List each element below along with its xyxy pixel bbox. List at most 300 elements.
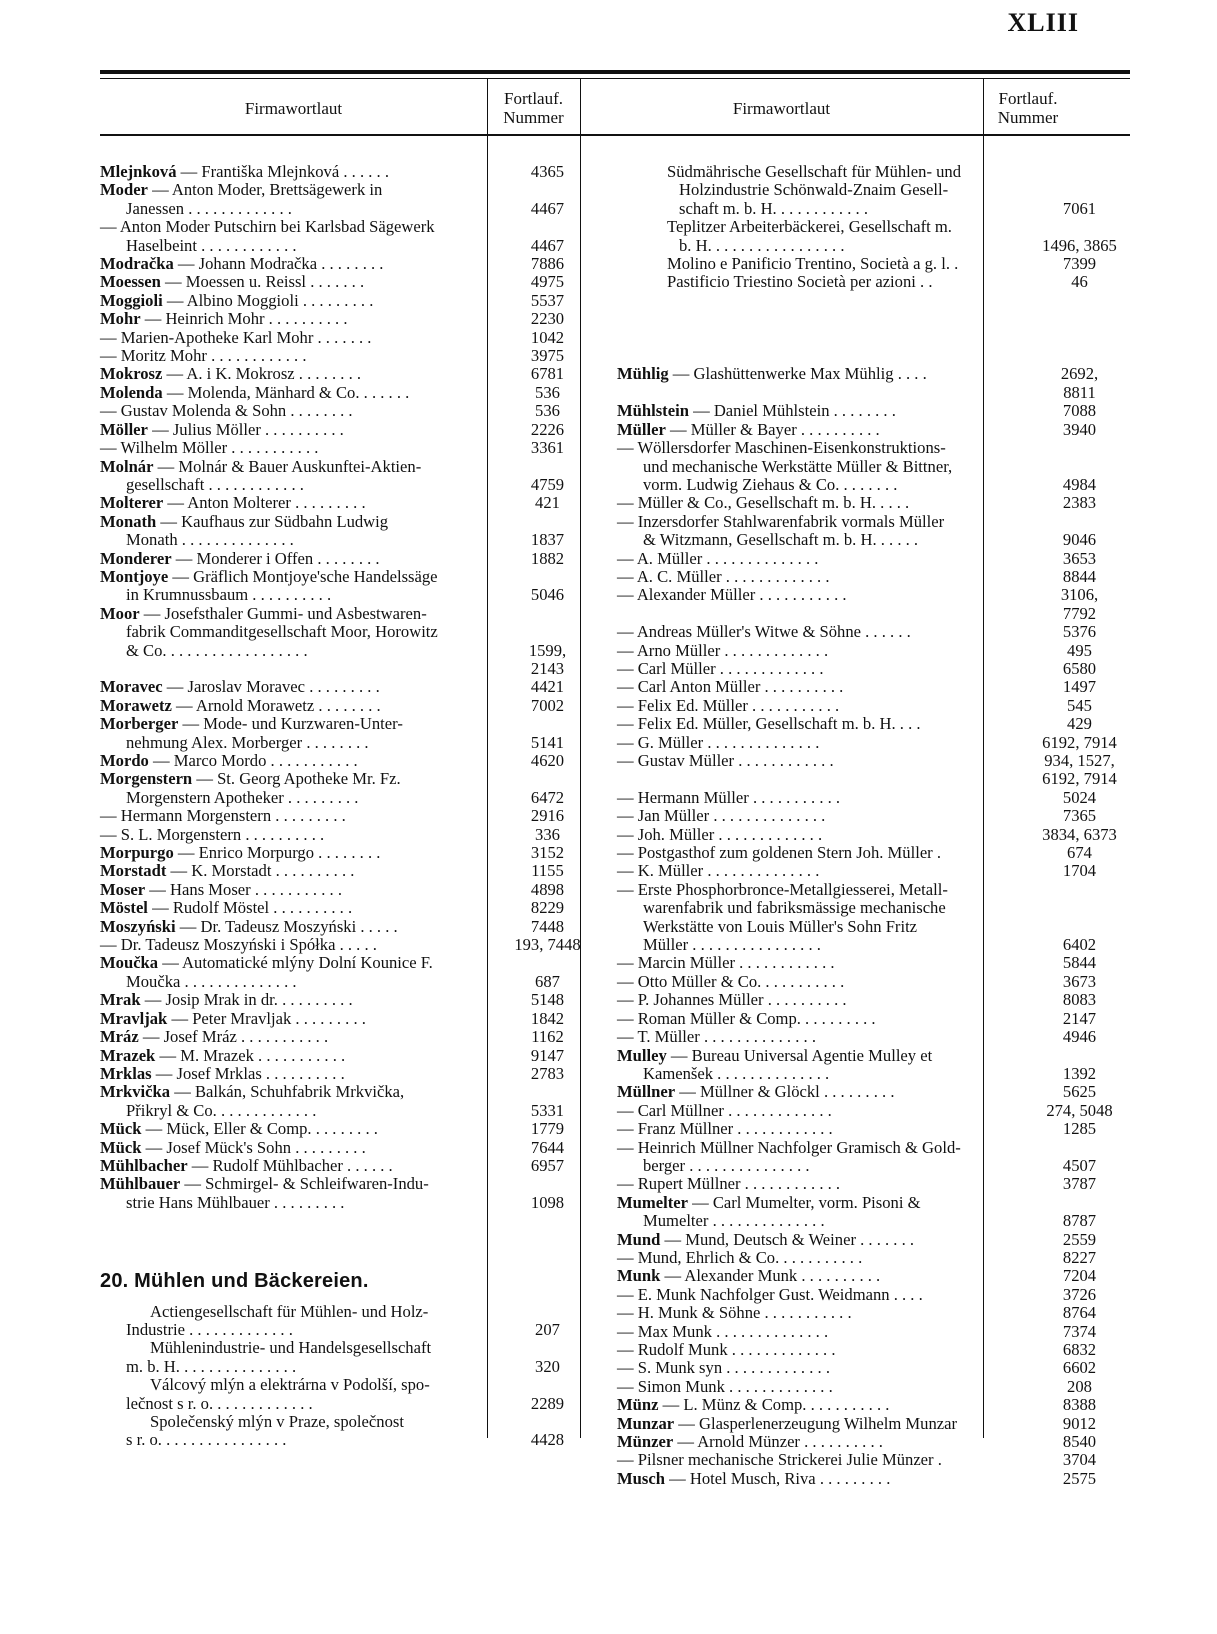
entry-name <box>100 918 500 936</box>
entry-text: — Julius Möller . . . . . . . . . . <box>147 419 344 439</box>
entry-keyword: Moser <box>100 879 146 899</box>
entry-number: 5844 <box>1062 953 1097 973</box>
entry-number <box>1027 439 1132 457</box>
entry-number: 4467 <box>530 235 565 255</box>
entry-number <box>500 605 595 623</box>
entry-name <box>617 734 1027 752</box>
right-number-header <box>983 84 1073 132</box>
entry-name <box>100 586 500 604</box>
entry-text: — Wilhelm Möller . . . . . . . . . . . <box>100 438 319 458</box>
entry-text: und mechanische Werkstätte Müller & Bittner, <box>643 456 953 476</box>
entry-keyword: Mravljak <box>100 1008 168 1028</box>
entry-keyword: Mrak <box>100 990 141 1010</box>
entry-number: 6832 <box>1062 1340 1097 1359</box>
index-entry <box>617 586 1132 604</box>
index-entry <box>100 881 595 899</box>
entry-name <box>100 862 500 880</box>
index-entry <box>617 734 1132 752</box>
entry-text: — Hans Moser . . . . . . . . . . . <box>145 879 342 899</box>
entry-text: — A. i K. Mokrosz . . . . . . . . <box>162 364 362 384</box>
index-entry <box>100 1194 595 1212</box>
entry-text: — G. Müller . . . . . . . . . . . . . . <box>617 732 820 752</box>
entry-keyword: Mrkvička <box>100 1082 171 1102</box>
index-entry <box>100 550 595 568</box>
entry-text: — Glashüttenwerke Max Mühlig . . . . <box>668 364 927 384</box>
entry-text: — S. L. Morgenstern . . . . . . . . . . <box>100 824 325 844</box>
entry-number: 6472 <box>530 787 565 807</box>
entry-number: 6781 <box>530 364 565 384</box>
entry-text: — Rupert Müllner . . . . . . . . . . . . <box>617 1174 841 1194</box>
entry-keyword: Moor <box>100 603 140 623</box>
left-number-header <box>487 84 580 132</box>
index-entry <box>100 1303 595 1321</box>
entry-text: — Carl Anton Müller . . . . . . . . . . <box>617 677 844 697</box>
entry-name <box>100 697 500 715</box>
entry-name <box>100 476 500 494</box>
entry-text: Morgenstern Apotheker . . . . . . . . . <box>126 787 359 807</box>
index-entry <box>617 402 1132 420</box>
entry-name <box>100 402 500 420</box>
index-entry <box>617 476 1132 494</box>
index-entry <box>100 918 595 936</box>
entry-number: 1162 <box>531 1027 564 1047</box>
index-entry <box>617 1120 1132 1138</box>
entry-keyword: Montjoye <box>100 566 169 586</box>
entry-text: — Gräflich Montjoye'sche Handelssäge <box>168 566 438 586</box>
entry-keyword: Münzer <box>617 1432 674 1452</box>
entry-number: 5537 <box>530 290 565 310</box>
entry-number: 2289 <box>530 1393 565 1413</box>
entry-name <box>617 237 1027 255</box>
index-entry <box>100 1010 595 1028</box>
entry-name <box>617 494 1027 512</box>
entry-number: 1285 <box>1062 1119 1097 1139</box>
entry-text <box>617 291 621 310</box>
entry-text: — Anton Moder, Brettsägewerk in <box>147 180 383 200</box>
entry-number: 5024 <box>1062 787 1097 807</box>
entry-number: 3704 <box>1062 1450 1097 1470</box>
index-entry <box>617 329 1132 347</box>
entry-text: Müller . . . . . . . . . . . . . . . . <box>643 935 821 955</box>
index-entry <box>100 439 595 457</box>
index-entry <box>617 494 1132 512</box>
entry-keyword: Mück <box>100 1119 142 1139</box>
entry-number <box>1027 881 1132 899</box>
entry-number: 5141 <box>530 732 565 752</box>
entry-name <box>617 1175 1027 1193</box>
index-entry <box>617 697 1132 715</box>
entry-name <box>617 954 1027 972</box>
entry-number: 4946 <box>1062 1027 1097 1047</box>
left-index-column <box>100 163 595 1450</box>
entry-number: 320 <box>535 1356 560 1376</box>
entry-number: 429 <box>1067 714 1092 734</box>
entry-keyword: Mohr <box>100 309 141 329</box>
entry-number: 536 <box>535 382 560 402</box>
number-header-line1: Fortlauf. <box>998 89 1058 108</box>
entry-number: 674 <box>1067 843 1092 863</box>
entry-keyword: Müller <box>617 419 666 439</box>
entry-text: — Hermann Morgenstern . . . . . . . . . <box>100 806 346 826</box>
index-entry <box>100 1047 595 1065</box>
index-entry <box>617 421 1132 439</box>
entry-text: — Rudolf Mühlbacher . . . . . . <box>187 1155 393 1175</box>
entry-name <box>100 1010 500 1028</box>
entry-name <box>100 1157 500 1175</box>
entry-name <box>617 752 1027 770</box>
entry-number <box>1027 513 1132 531</box>
entry-name <box>617 1065 1027 1083</box>
entry-number: 7374 <box>1062 1321 1097 1341</box>
entry-name <box>617 1304 1027 1322</box>
entry-text: — Anton Molterer . . . . . . . . . <box>163 493 366 513</box>
entry-number <box>500 770 595 788</box>
index-entry <box>617 605 1132 623</box>
entry-number: 2575 <box>1062 1468 1097 1488</box>
index-entry <box>617 384 1132 402</box>
entry-number: 4975 <box>530 272 565 292</box>
entry-number: 5376 <box>1062 622 1097 642</box>
entry-name <box>617 329 1027 347</box>
entry-number <box>500 1175 595 1193</box>
entry-name <box>617 1212 1027 1230</box>
index-entry <box>617 1157 1132 1175</box>
entry-number <box>500 1339 595 1357</box>
entry-text: — Felix Ed. Müller . . . . . . . . . . . <box>617 695 840 715</box>
entry-number <box>500 181 595 199</box>
index-entry <box>100 715 595 733</box>
entry-text <box>617 383 621 402</box>
index-entry <box>617 936 1132 954</box>
entry-text: Monath . . . . . . . . . . . . . . <box>126 530 294 550</box>
entry-name <box>617 568 1027 586</box>
index-entry <box>100 1376 595 1394</box>
index-entry <box>617 1286 1132 1304</box>
entry-text: — Müller & Co., Gesellschaft m. b. H. . . . . <box>617 493 910 513</box>
entry-text: — Arno Müller . . . . . . . . . . . . . <box>617 640 829 660</box>
entry-keyword: Moravec <box>100 677 163 697</box>
index-entry <box>617 1323 1132 1341</box>
index-entry <box>617 255 1132 273</box>
entry-number: 8764 <box>1062 1303 1097 1323</box>
entry-number: 5046 <box>530 585 565 605</box>
entry-name <box>617 678 1027 696</box>
entry-number: 6580 <box>1062 658 1097 678</box>
entry-text: — Balkán, Schuhfabrik Mrkvička, <box>170 1082 405 1102</box>
entry-text: nehmung Alex. Morberger . . . . . . . . <box>126 732 369 752</box>
entry-text: — Josip Mrak in dr. . . . . . . . . . <box>140 990 353 1010</box>
entry-name <box>617 1231 1027 1249</box>
entry-text: — Wöllersdorfer Maschinen-Eisenkonstruktions- <box>617 438 946 458</box>
entry-name <box>617 163 1027 181</box>
entry-text: — Albino Moggioli . . . . . . . . . <box>162 290 374 310</box>
index-entry <box>100 513 595 531</box>
index-entry <box>100 1028 595 1046</box>
entry-text: — Kaufhaus zur Südbahn Ludwig <box>156 511 389 531</box>
right-index-column <box>617 163 1132 1488</box>
index-entry <box>617 1212 1132 1230</box>
entry-keyword: Moggioli <box>100 290 163 310</box>
index-entry <box>617 1267 1132 1285</box>
entry-name <box>100 770 500 788</box>
entry-name <box>100 991 500 1009</box>
index-entry <box>100 458 595 476</box>
entry-text: — Josef Mück's Sohn . . . . . . . . . <box>141 1137 366 1157</box>
entry-keyword: Mund <box>617 1229 661 1249</box>
index-entry <box>617 218 1132 236</box>
index-entry <box>617 1065 1132 1083</box>
entry-name <box>617 844 1027 862</box>
page-number: XLIII <box>1007 8 1079 37</box>
entry-name <box>617 1157 1027 1175</box>
entry-name <box>100 973 500 991</box>
entry-keyword: Morpurgo <box>100 843 174 863</box>
entry-text <box>617 769 621 788</box>
entry-text: — Jan Müller . . . . . . . . . . . . . . <box>617 806 826 826</box>
entry-name <box>617 1415 1027 1433</box>
entry-text: — Bureau Universal Agentie Mulley et <box>666 1045 933 1065</box>
index-entry <box>617 1139 1132 1157</box>
header-rule <box>100 134 1130 136</box>
index-entry <box>100 954 595 972</box>
index-entry <box>617 678 1132 696</box>
entry-text: — K. Morstadt . . . . . . . . . . <box>166 861 355 881</box>
entry-number: 1496, 3865 <box>1042 235 1117 255</box>
index-entry <box>617 1415 1132 1433</box>
firm-header-label: Firmawortlaut <box>732 98 831 118</box>
index-entry <box>100 181 595 199</box>
index-entry <box>617 1378 1132 1396</box>
entry-number: 8787 <box>1062 1211 1097 1231</box>
entry-text: — A. C. Müller . . . . . . . . . . . . . <box>617 566 830 586</box>
index-entry <box>617 752 1132 770</box>
entry-keyword: Mumelter <box>617 1192 688 1212</box>
entry-number: 3975 <box>530 346 565 366</box>
entry-name <box>100 1139 500 1157</box>
entry-number <box>500 568 595 586</box>
entry-keyword: Moszyński <box>100 916 176 936</box>
index-entry <box>617 623 1132 641</box>
index-entry <box>617 1028 1132 1046</box>
index-entry <box>617 807 1132 825</box>
entry-text: Pastificio Triestino Società per azioni . . <box>667 272 933 292</box>
entry-name <box>100 1339 500 1357</box>
entry-text: Přikryl & Co. . . . . . . . . . . . . <box>126 1100 317 1120</box>
entry-text: — H. Munk & Söhne . . . . . . . . . . . <box>617 1303 852 1323</box>
index-entry <box>617 568 1132 586</box>
left-entries <box>100 163 595 1212</box>
entry-text: — E. Munk Nachfolger Gust. Weidmann . . . . <box>617 1284 923 1304</box>
entry-text: — Johann Modračka . . . . . . . . <box>173 254 384 274</box>
index-entry <box>617 200 1132 218</box>
entry-name <box>617 605 1027 623</box>
entry-number <box>1027 458 1132 476</box>
entry-name <box>100 439 500 457</box>
entry-keyword: Modračka <box>100 254 174 274</box>
index-entry <box>617 1047 1132 1065</box>
index-entry <box>100 1395 595 1413</box>
index-entry <box>617 918 1132 936</box>
entry-keyword: Munzar <box>617 1413 675 1433</box>
entry-name <box>100 1175 500 1193</box>
index-entry <box>617 292 1132 310</box>
index-entry <box>617 881 1132 899</box>
index-entry <box>100 384 595 402</box>
entry-number: 7365 <box>1062 806 1097 826</box>
index-entry <box>100 605 595 623</box>
index-entry <box>617 439 1132 457</box>
entry-text: — Otto Müller & Co. . . . . . . . . . . <box>617 971 845 991</box>
entry-text: s r. o. . . . . . . . . . . . . . . . <box>126 1430 287 1450</box>
index-entry <box>617 1341 1132 1359</box>
index-entry <box>617 862 1132 880</box>
entry-text: — Gustav Müller . . . . . . . . . . . . <box>617 751 834 770</box>
entry-text: — Simon Munk . . . . . . . . . . . . . <box>617 1376 833 1396</box>
entry-number: 934, 1527, <box>1044 751 1115 770</box>
entry-keyword: Mordo <box>100 751 149 770</box>
entry-name <box>617 531 1027 549</box>
entry-number: 4984 <box>1062 474 1097 494</box>
entry-number: 5625 <box>1062 1082 1097 1102</box>
entry-text: — Hotel Musch, Riva . . . . . . . . . <box>664 1468 891 1488</box>
entry-number: 1882 <box>530 548 565 568</box>
entry-name <box>617 807 1027 825</box>
entry-name <box>617 365 1027 383</box>
entry-text: — Gustav Molenda & Sohn . . . . . . . . <box>100 401 353 421</box>
index-entry <box>617 1010 1132 1028</box>
entry-number: 3834, 6373 <box>1042 824 1117 844</box>
entry-number: 7792 <box>1062 603 1097 623</box>
entry-number <box>1027 292 1132 310</box>
section-entries <box>100 1303 595 1450</box>
entry-name <box>617 1120 1027 1138</box>
entry-number: 1704 <box>1062 861 1097 881</box>
entry-number: 2226 <box>530 419 565 439</box>
entry-number: 2383 <box>1062 493 1097 513</box>
entry-number: 336 <box>535 824 560 844</box>
entry-number <box>500 1083 595 1101</box>
entry-text: — Carl Mumelter, vorm. Pisoni & <box>687 1192 921 1212</box>
entry-name <box>100 384 500 402</box>
entry-number: 3726 <box>1062 1284 1097 1304</box>
index-entry <box>100 844 595 862</box>
entry-number: 3361 <box>530 438 565 458</box>
entry-text: strie Hans Mühlbauer . . . . . . . . . <box>126 1192 345 1212</box>
entry-number: 6402 <box>1062 935 1097 955</box>
entry-keyword: Molterer <box>100 493 164 513</box>
entry-name <box>100 623 500 641</box>
entry-name <box>100 1120 500 1138</box>
entry-text: — Carl Müller . . . . . . . . . . . . . <box>617 658 824 678</box>
index-entry <box>100 826 595 844</box>
entry-text: Janessen . . . . . . . . . . . . . <box>126 198 292 218</box>
entry-text: schaft m. b. H. . . . . . . . . . . . <box>679 198 868 218</box>
entry-name <box>617 273 1027 291</box>
number-header-line1: Fortlauf. <box>503 89 564 108</box>
index-entry <box>617 237 1132 255</box>
index-entry <box>617 660 1132 678</box>
entry-keyword: Mühlig <box>617 364 669 384</box>
index-entry <box>100 623 595 641</box>
entry-keyword: Moučka <box>100 953 159 973</box>
entry-name <box>617 1047 1027 1065</box>
entry-keyword: Mrklas <box>100 1063 152 1083</box>
entry-number: 4898 <box>530 879 565 899</box>
index-entry <box>617 1304 1132 1322</box>
index-entry <box>100 1102 595 1120</box>
index-entry <box>100 255 595 273</box>
entry-number: 2783 <box>530 1063 565 1083</box>
entry-text: — Mück, Eller & Comp. . . . . . . . . <box>141 1119 378 1139</box>
entry-text: — A. Müller . . . . . . . . . . . . . . <box>617 548 819 568</box>
entry-name <box>617 1470 1027 1488</box>
index-entry <box>100 329 595 347</box>
entry-text: — Monderer i Offen . . . . . . . . <box>171 548 380 568</box>
entry-number <box>500 1303 595 1321</box>
entry-number: 2147 <box>1062 1008 1097 1028</box>
entry-text: — Mode- und Kurzwaren-Unter- <box>178 714 403 734</box>
entry-name <box>617 1451 1027 1469</box>
index-entry <box>100 218 595 236</box>
entry-name <box>100 1028 500 1046</box>
right-firm-header <box>580 84 983 132</box>
index-entry <box>617 1470 1132 1488</box>
entry-keyword: Möller <box>100 419 148 439</box>
entry-number <box>500 458 595 476</box>
index-entry <box>100 936 595 954</box>
entry-number: 421 <box>535 493 560 513</box>
entry-number: 7061 <box>1062 198 1097 218</box>
entry-name <box>617 826 1027 844</box>
entry-name <box>100 936 500 954</box>
entry-number: 3787 <box>1062 1174 1097 1194</box>
index-entry <box>100 1120 595 1138</box>
entry-text <box>617 309 621 328</box>
entry-number <box>500 623 595 641</box>
entry-number <box>500 954 595 972</box>
entry-name <box>617 1396 1027 1414</box>
entry-number: 208 <box>1067 1376 1092 1396</box>
entry-name <box>617 697 1027 715</box>
index-entry <box>617 973 1132 991</box>
entry-text: — Heinrich Müllner Nachfolger Gramisch & Gold- <box>617 1137 961 1157</box>
entry-text: — Daniel Mühlstein . . . . . . . . <box>688 401 896 421</box>
entry-text: Společenský mlýn v Praze, společnost <box>150 1412 404 1431</box>
firm-header-label: Firmawortlaut <box>244 98 343 118</box>
entry-number: 1155 <box>531 861 564 881</box>
entry-name <box>100 494 500 512</box>
entry-text: & Co. . . . . . . . . . . . . . . . . . <box>126 640 308 660</box>
entry-number: 5148 <box>530 990 565 1010</box>
entry-text: — Joh. Müller . . . . . . . . . . . . . <box>617 824 823 844</box>
entry-name <box>617 476 1027 494</box>
index-entry <box>100 586 595 604</box>
entry-name <box>100 678 500 696</box>
entry-name <box>100 844 500 862</box>
right-entries <box>617 163 1132 1488</box>
entry-number <box>1027 181 1132 199</box>
entry-number: 2692, <box>1060 364 1099 384</box>
entry-number: 3152 <box>530 843 565 863</box>
index-entry <box>100 494 595 512</box>
index-entry <box>617 899 1132 917</box>
entry-number: 1497 <box>1062 677 1097 697</box>
entry-number <box>1027 310 1132 328</box>
entry-text: — Molnár & Bauer Auskunftei-Aktien- <box>153 456 422 476</box>
entry-text: — Postgasthof zum goldenen Stern Joh. Müller . <box>617 843 942 863</box>
entry-number: 7399 <box>1062 254 1097 274</box>
entry-number: 545 <box>1067 695 1092 715</box>
